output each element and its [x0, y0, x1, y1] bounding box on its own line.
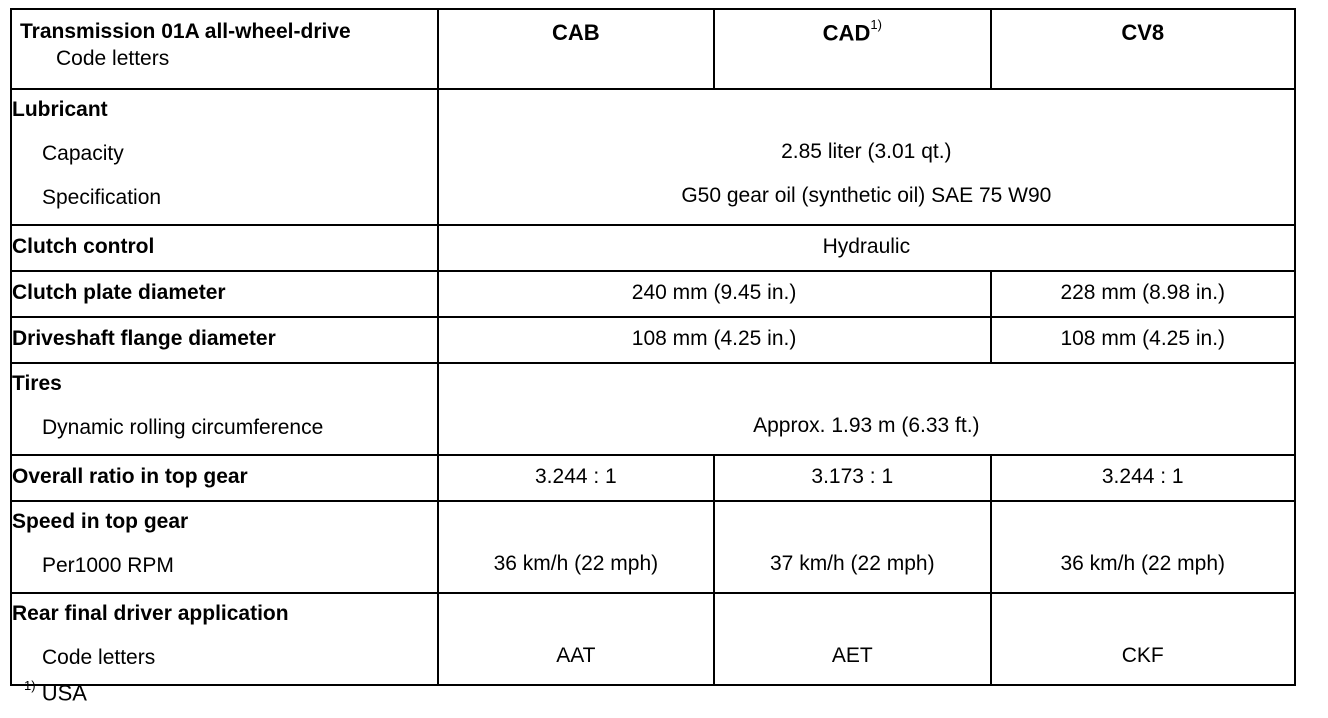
speed-cv8: 36 km/h (22 mph) — [1060, 552, 1226, 575]
clutch-control-label: Clutch control — [11, 225, 438, 271]
clutch-plate-value-cab-cad: 240 mm (9.45 in.) — [438, 271, 991, 317]
column-header-cab: CAB — [438, 9, 714, 89]
clutch-control-value: Hydraulic — [438, 225, 1295, 271]
clutch-control-row — [11, 225, 1295, 271]
rear-final-cv8-cell — [991, 593, 1296, 685]
speed-cab: 36 km/h (22 mph) — [493, 552, 659, 575]
driveshaft-row — [11, 317, 1295, 363]
rear-final-cad: AET — [831, 644, 873, 667]
per-rpm-label: Per1000 RPM — [42, 554, 174, 577]
lubricant-row — [11, 89, 1295, 225]
header-row — [11, 9, 1295, 89]
rear-final-row — [11, 593, 1295, 685]
footnote-marker-bottom: 1) — [24, 678, 36, 693]
lubricant-values-cell — [438, 89, 1295, 225]
overall-ratio-cad: 3.173 : 1 — [714, 455, 990, 501]
overall-ratio-cab: 3.244 : 1 — [438, 455, 714, 501]
speed-row — [11, 501, 1295, 593]
speed-label: Speed in top gear — [12, 510, 189, 533]
rear-final-cab-cell — [438, 593, 714, 685]
driveshaft-label: Driveshaft flange diameter — [11, 317, 438, 363]
clutch-plate-label: Clutch plate diameter — [11, 271, 438, 317]
speed-cab-cell — [438, 501, 714, 593]
capacity-label: Capacity — [42, 142, 124, 165]
table-subtitle: Code letters — [56, 47, 170, 70]
overall-ratio-cv8: 3.244 : 1 — [991, 455, 1296, 501]
clutch-plate-value-cv8: 228 mm (8.98 in.) — [991, 271, 1296, 317]
lubricant-label: Lubricant — [12, 98, 108, 121]
specification-value: G50 gear oil (synthetic oil) SAE 75 W90 — [681, 184, 1052, 207]
tires-label-cell — [11, 363, 438, 455]
overall-ratio-label: Overall ratio in top gear — [11, 455, 438, 501]
driveshaft-value-cab-cad: 108 mm (4.25 in.) — [438, 317, 991, 363]
table-title: Transmission 01A all-wheel-drive — [20, 20, 351, 43]
column-header-cv8: CV8 — [991, 9, 1296, 89]
clutch-plate-row — [11, 271, 1295, 317]
speed-label-cell — [11, 501, 438, 593]
rear-final-cab: AAT — [556, 644, 596, 667]
rear-final-cad-cell — [714, 593, 990, 685]
transmission-spec-table — [10, 8, 1296, 686]
rolling-circumference-value: Approx. 1.93 m (6.33 ft.) — [753, 414, 980, 437]
driveshaft-value-cv8: 108 mm (4.25 in.) — [991, 317, 1296, 363]
tires-value-cell — [438, 363, 1295, 455]
overall-ratio-row — [11, 455, 1295, 501]
specification-label: Specification — [42, 186, 162, 209]
lubricant-label-cell — [11, 89, 438, 225]
footnote-text: USA — [41, 680, 87, 706]
tires-label: Tires — [12, 372, 62, 395]
rear-final-label-cell — [11, 593, 438, 685]
header-label-cell — [11, 9, 438, 89]
rear-final-code-label: Code letters — [42, 646, 156, 669]
tires-row — [11, 363, 1295, 455]
rolling-circumference-label: Dynamic rolling circumference — [42, 416, 324, 439]
column-header-cad: CAD$^{1)}$ — [714, 9, 990, 89]
rear-final-label: Rear final driver application — [12, 602, 289, 625]
speed-cad: 37 km/h (22 mph) — [770, 552, 935, 575]
rear-final-cv8: CKF — [1121, 644, 1164, 667]
speed-cv8-cell — [991, 501, 1296, 593]
footnote — [24, 680, 87, 706]
capacity-value: 2.85 liter (3.01 qt.) — [781, 140, 952, 163]
footnote-marker: 1) — [870, 17, 882, 32]
speed-cad-cell — [714, 501, 990, 593]
